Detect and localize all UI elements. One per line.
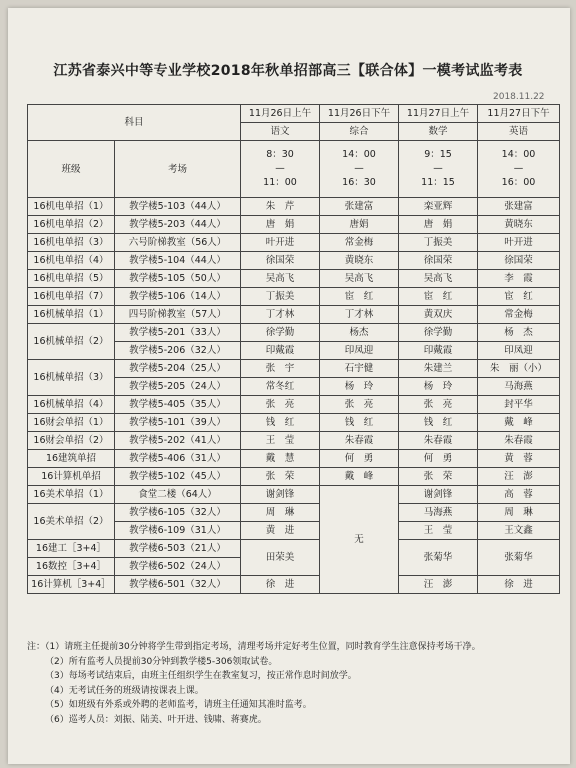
table-row [28, 414, 560, 432]
proctor-cell: 谢剑锋 [241, 486, 320, 504]
proctor-cell: 张 荣 [241, 468, 320, 486]
room-cell: 教学楼5-102（45人） [115, 468, 241, 486]
proctor-cell: 黄 进 [241, 522, 320, 540]
room-cell: 教学楼5-104（44人） [115, 252, 241, 270]
table-row [28, 540, 560, 558]
proctor-cell: 黄 蓉 [478, 450, 560, 468]
note-4: （4）无考试任务的班级请按课表上课。 [45, 685, 204, 696]
class-cell: 16美术单招（1） [28, 486, 115, 504]
room-cell: 食堂二楼（64人） [115, 486, 241, 504]
proctor-cell: 吴高飞 [320, 270, 399, 288]
document-title: 江苏省泰兴中等专业学校2018年秋单招部高三【联合体】一模考试监考表 [53, 63, 523, 79]
proctor-cell: 朱春霞 [320, 432, 399, 450]
proctor-cell: 戴 峰 [320, 468, 399, 486]
session-1-day: 11月26日上午 [241, 105, 320, 123]
header-row-times [28, 141, 560, 198]
proctor-cell: 何 勇 [399, 450, 478, 468]
proctor-cell: 谢剑锋 [399, 486, 478, 504]
class-header-cell: 班级 [28, 141, 115, 198]
proctor-cell: 张 亮 [241, 396, 320, 414]
class-cell: 16机电单招（7） [28, 288, 115, 306]
proctor-cell: 张 宇 [241, 360, 320, 378]
proctor-cell: 张 荣 [399, 468, 478, 486]
class-cell: 16建筑单招 [28, 450, 115, 468]
class-cell: 16计算机单招 [28, 468, 115, 486]
proctor-cell: 印凤迎 [478, 342, 560, 360]
proctor-cell: 钱 红 [320, 414, 399, 432]
class-cell: 16计算机［3+4］ [28, 576, 115, 594]
table-row [28, 450, 560, 468]
room-cell: 教学楼5-103（44人） [115, 198, 241, 216]
room-cell: 教学楼5-105（50人） [115, 270, 241, 288]
session-4-subject: 英语 [478, 123, 560, 141]
session-4-time: 14：00 — 16：00 [478, 141, 560, 198]
proctor-cell: 朱 芹 [241, 198, 320, 216]
proctor-cell: 印戴霞 [241, 342, 320, 360]
table-row [28, 360, 560, 378]
class-cell: 16机械单招（2） [28, 324, 115, 360]
proctor-cell: 宦 红 [399, 288, 478, 306]
room-cell: 教学楼5-203（44人） [115, 216, 241, 234]
table-row [28, 252, 560, 270]
proctor-cell: 宦 红 [478, 288, 560, 306]
room-cell: 教学楼5-406（31人） [115, 450, 241, 468]
table-row [28, 504, 560, 522]
class-cell: 16机电单招（1） [28, 198, 115, 216]
proctor-cell: 常冬红 [241, 378, 320, 396]
proctor-cell: 李 霞 [478, 270, 560, 288]
room-cell: 教学楼5-201（33人） [115, 324, 241, 342]
class-cell: 16机电单招（5） [28, 270, 115, 288]
class-cell: 16机械单招（4） [28, 396, 115, 414]
proctor-cell: 杨 玲 [399, 378, 478, 396]
proctor-cell: 汪 澎 [478, 468, 560, 486]
proctor-cell: 高 蓉 [478, 486, 560, 504]
no-exam-cell: 无 [320, 486, 399, 594]
proctor-cell: 张 亮 [320, 396, 399, 414]
proctor-cell: 印凤迎 [320, 342, 399, 360]
table-row [28, 198, 560, 216]
proctor-cell: 杨 杰 [478, 324, 560, 342]
proctor-cell: 黄双庆 [399, 306, 478, 324]
proctor-cell: 叶开进 [478, 234, 560, 252]
proctor-cell: 王 莹 [399, 522, 478, 540]
class-cell: 16机械单招（1） [28, 306, 115, 324]
proctor-cell: 丁振美 [241, 288, 320, 306]
proctor-cell: 何 勇 [320, 450, 399, 468]
session-3-day: 11月27日上午 [399, 105, 478, 123]
note-1: 注：（1）请班主任提前30分钟将学生带到指定考场，清理考场并定好考生位置，同时教育学生注意保持考场干净。 [27, 642, 481, 652]
session-2-day: 11月26日下午 [320, 105, 399, 123]
proctor-cell: 杨杰 [320, 324, 399, 342]
class-cell: 16财会单招（2） [28, 432, 115, 450]
proctor-cell: 徐 进 [478, 576, 560, 594]
proctor-cell: 徐学勤 [241, 324, 320, 342]
note-2: （2）所有监考人员提前30分钟到教学楼5-306领取试卷。 [45, 656, 278, 667]
proctor-cell: 黄晓东 [478, 216, 560, 234]
proctor-cell: 栾亚辉 [399, 198, 478, 216]
proctor-cell: 丁振美 [399, 234, 478, 252]
room-cell: 六号阶梯教室（56人） [115, 234, 241, 252]
session-1-subject: 语文 [241, 123, 320, 141]
note-3: （3）每场考试结束后，由班主任组织学生在教室复习，按正常作息时间放学。 [45, 671, 357, 681]
note-5: （5）如班级有外系或外聘的老师监考，请班主任通知其准时监考。 [45, 700, 312, 710]
proctor-cell: 朱建兰 [399, 360, 478, 378]
proctor-cell: 钱 红 [399, 414, 478, 432]
class-cell: 16机电单招（3） [28, 234, 115, 252]
proctor-cell: 张菊华 [478, 540, 560, 576]
note-6: （6）巡考人员：刘振、陆美、叶开进、钱啸、蒋赛虎。 [45, 714, 267, 725]
proctor-cell: 杨 玲 [320, 378, 399, 396]
room-cell: 教学楼6-105（32人） [115, 504, 241, 522]
proctor-cell: 徐国荣 [399, 252, 478, 270]
proctor-cell: 周 琳 [241, 504, 320, 522]
class-cell: 16建工［3+4］ [28, 540, 115, 558]
proctor-cell: 马海燕 [478, 378, 560, 396]
proctor-cell: 朱春霞 [478, 432, 560, 450]
room-cell: 教学楼6-109（31人） [115, 522, 241, 540]
room-cell: 四号阶梯教室（57人） [115, 306, 241, 324]
proctor-cell: 周 琳 [478, 504, 560, 522]
table-row [28, 468, 560, 486]
table-row [28, 234, 560, 252]
table-row [28, 396, 560, 414]
proctor-cell: 汪 澎 [399, 576, 478, 594]
room-cell: 教学楼5-405（35人） [115, 396, 241, 414]
proctor-cell: 唐 娟 [399, 216, 478, 234]
proctor-cell: 徐国荣 [478, 252, 560, 270]
proctor-cell: 徐学勤 [399, 324, 478, 342]
proctor-cell: 田荣美 [241, 540, 320, 576]
room-cell: 教学楼6-503（21人） [115, 540, 241, 558]
room-cell: 教学楼5-204（25人） [115, 360, 241, 378]
session-1-time: 8：30 — 11：00 [241, 141, 320, 198]
table-row [28, 306, 560, 324]
subject-header-cell: 科目 [28, 105, 241, 141]
room-cell: 教学楼5-202（41人） [115, 432, 241, 450]
room-cell: 教学楼5-101（39人） [115, 414, 241, 432]
proctor-cell: 徐 进 [241, 576, 320, 594]
room-cell: 教学楼6-502（24人） [115, 558, 241, 576]
proctor-cell: 张菊华 [399, 540, 478, 576]
proctor-cell: 马海燕 [399, 504, 478, 522]
notes-section [27, 640, 559, 727]
session-2-subject: 综合 [320, 123, 399, 141]
session-2-time: 14：00 — 16：30 [320, 141, 399, 198]
table-row [28, 288, 560, 306]
proctor-cell: 丁才林 [320, 306, 399, 324]
table-row [28, 270, 560, 288]
proctor-cell: 张建富 [478, 198, 560, 216]
class-cell: 16机电单招（2） [28, 216, 115, 234]
proctor-cell: 黄晓东 [320, 252, 399, 270]
room-cell: 教学楼5-106（14人） [115, 288, 241, 306]
class-cell: 16美术单招（2） [28, 504, 115, 540]
table-row [28, 486, 560, 504]
session-3-subject: 数学 [399, 123, 478, 141]
proctor-cell: 张 亮 [399, 396, 478, 414]
class-cell: 16财会单招（1） [28, 414, 115, 432]
proctor-cell: 戴 慧 [241, 450, 320, 468]
proctor-cell: 常金梅 [478, 306, 560, 324]
proctor-cell: 钱 红 [241, 414, 320, 432]
proctor-cell: 唐娟 [320, 216, 399, 234]
class-cell: 16机电单招（4） [28, 252, 115, 270]
proctor-cell: 朱春霞 [399, 432, 478, 450]
proctor-cell: 石宇健 [320, 360, 399, 378]
room-cell: 教学楼6-501（32人） [115, 576, 241, 594]
proctor-cell: 王文鑫 [478, 522, 560, 540]
proctor-cell: 常金梅 [320, 234, 399, 252]
proctor-cell: 宦 红 [320, 288, 399, 306]
proctor-cell: 丁才林 [241, 306, 320, 324]
proctor-cell: 封平华 [478, 396, 560, 414]
table-row [28, 324, 560, 342]
proctor-schedule-table [27, 104, 560, 594]
proctor-cell: 叶开进 [241, 234, 320, 252]
proctor-cell: 吴高飞 [241, 270, 320, 288]
proctor-cell: 吴高飞 [399, 270, 478, 288]
room-header-cell: 考场 [115, 141, 241, 198]
session-4-day: 11月27日下午 [478, 105, 560, 123]
header-row-days [28, 105, 560, 123]
proctor-cell: 张建富 [320, 198, 399, 216]
proctor-cell: 印戴霞 [399, 342, 478, 360]
table-row [28, 432, 560, 450]
table-row [28, 576, 560, 594]
class-cell: 16数控［3+4］ [28, 558, 115, 576]
proctor-cell: 唐 娟 [241, 216, 320, 234]
proctor-cell: 戴 峰 [478, 414, 560, 432]
session-3-time: 9：15 — 11：15 [399, 141, 478, 198]
proctor-cell: 徐国荣 [241, 252, 320, 270]
proctor-cell: 朱 丽（小） [478, 360, 560, 378]
proctor-cell: 王 莹 [241, 432, 320, 450]
table-row [28, 216, 560, 234]
room-cell: 教学楼5-206（32人） [115, 342, 241, 360]
class-cell: 16机械单招（3） [28, 360, 115, 396]
document-date: 2018.11.22 [493, 92, 545, 102]
room-cell: 教学楼5-205（24人） [115, 378, 241, 396]
